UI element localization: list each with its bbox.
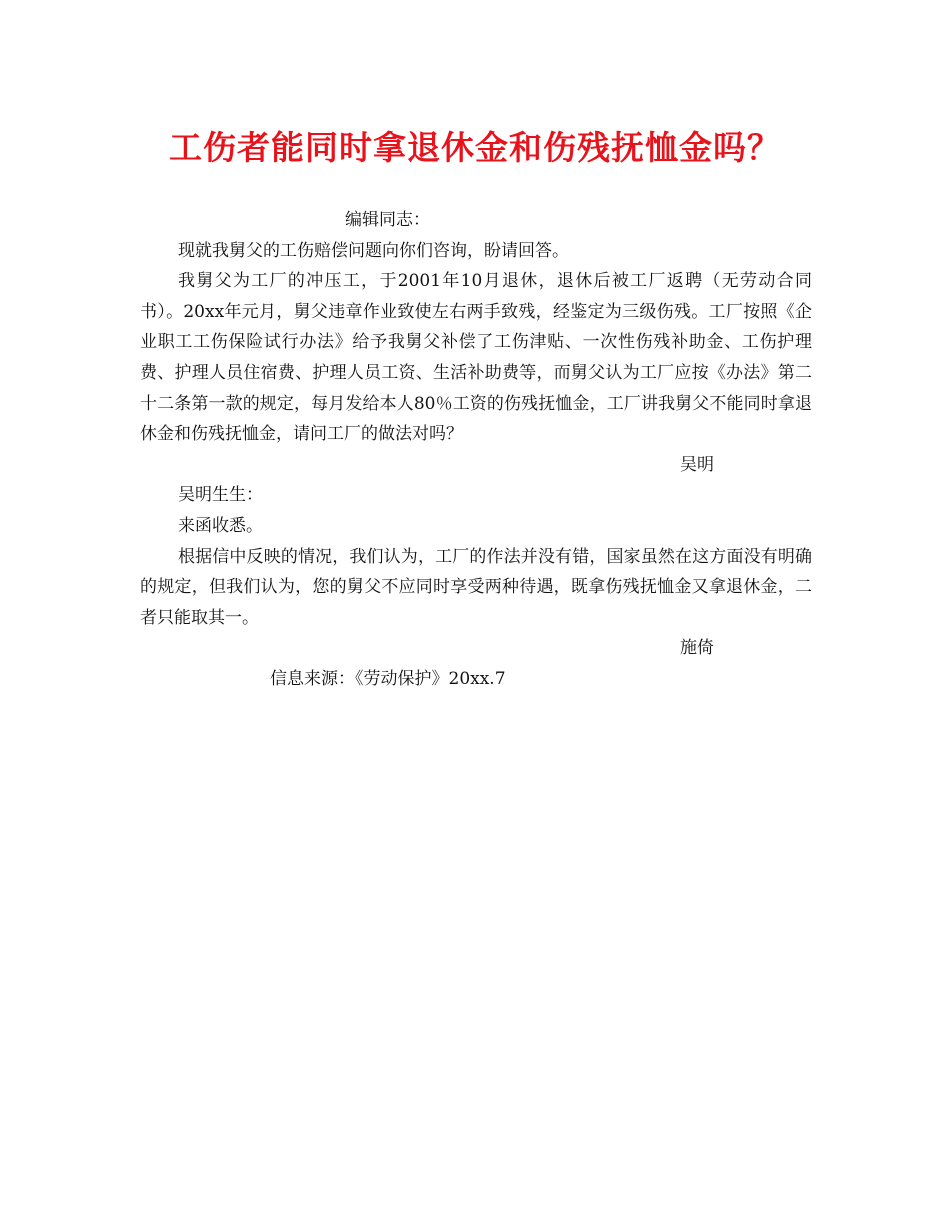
reply-paragraph-2: 根据信中反映的情况，我们认为，工厂的作法并没有错，国家虽然在这方面没有明确的规定，但我们认为，您的舅父不应同时享受两种待遇，既拿伤残抚恤金又拿退休金，二者只能取其一。	[140, 546, 812, 628]
page-title: 工伤者能同时拿退休金和伤残抚恤金吗？	[169, 128, 781, 167]
reply-salutation: 吴明生生：	[178, 485, 263, 506]
reply-signature: 施倚	[680, 638, 714, 659]
reply-paragraph-1: 来函收悉。	[178, 515, 263, 536]
letter-salutation: 编辑同志：	[345, 210, 430, 230]
article-body	[140, 205, 812, 695]
letter-paragraph-1: 现就我舅父的工伤赔偿问题向你们咨询，盼请回答。	[178, 240, 569, 261]
source-citation: 信息来源：《劳动保护》20xx.7	[270, 668, 506, 689]
letter-signature: 吴明	[680, 454, 714, 475]
letter-paragraph-2: 我舅父为工厂的冲压工，于2001年10月退休，退休后被工厂返聘（无劳动合同书）。20xx年元月，舅父违章作业致使左右两手致残，经鉴定为三级伤残。工厂按照《企业职工工伤保险试行办法》给予我舅父补偿了工伤津贴、一次性伤残补助金、工伤护理费、护理人员住宿费、护理人员工资、生活补助费等，而舅父认为工厂应按《办法》第二十二条第一款的规定，每月发给本人80％工资的伤残抚恤金，工厂讲我舅父不能同时拿退休金和伤残抚恤金，请问工厂的做法对吗？	[140, 271, 812, 445]
